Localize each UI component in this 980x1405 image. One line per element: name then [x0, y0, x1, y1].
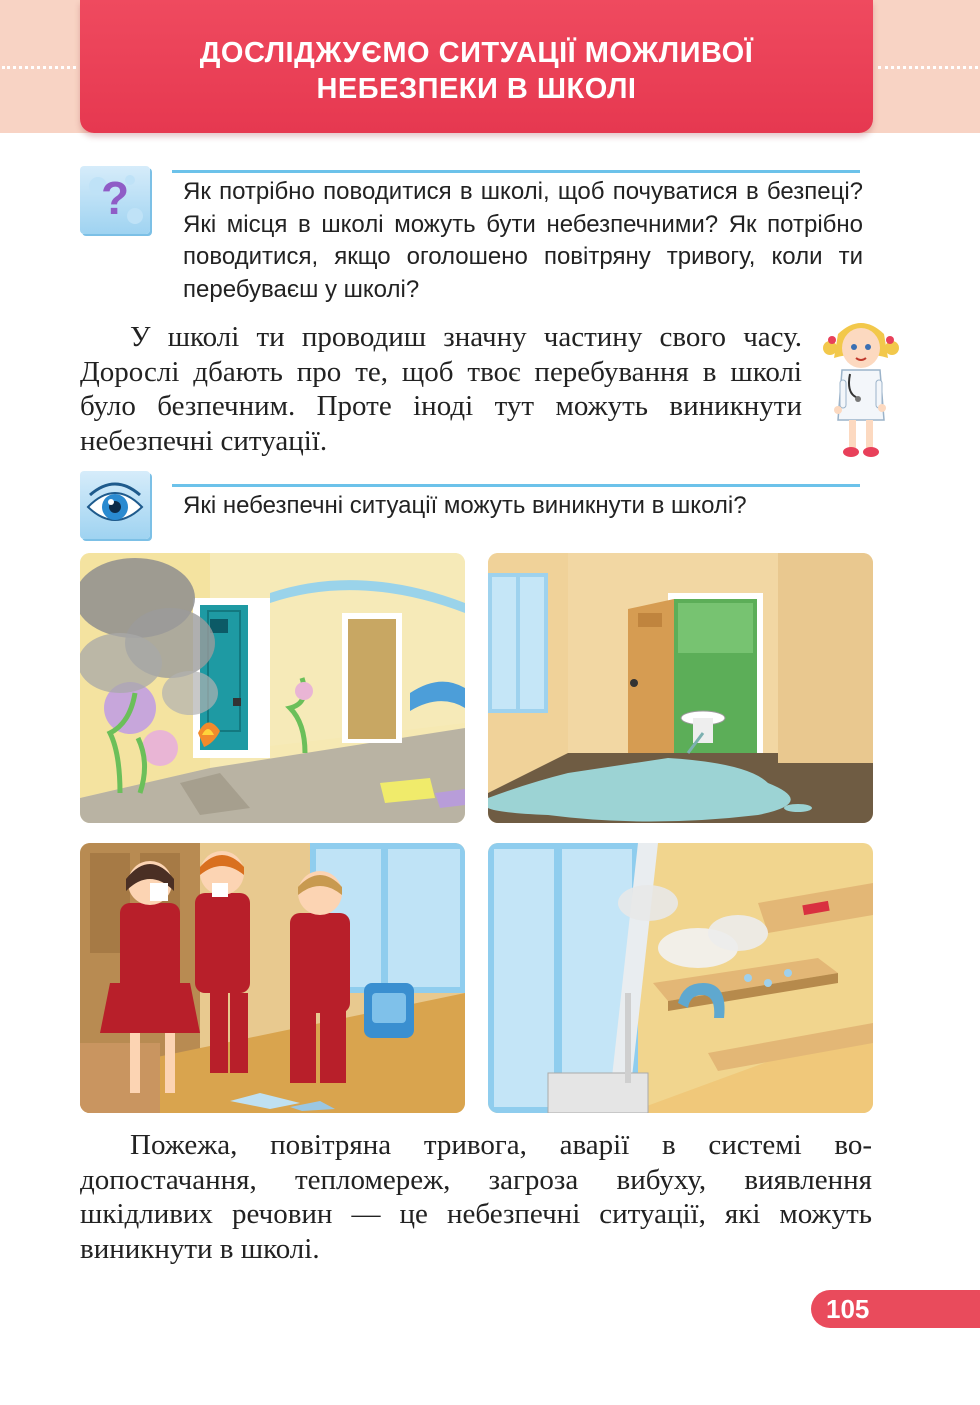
intro-paragraph: У школі ти проводиш значну частину свого часу. Дорослі дбають про те, щоб твоє перебування в школі було безпечним. Проте іноді тут можуть виникнути небезпечні ситуації. [80, 321, 802, 457]
eye-icon [80, 471, 150, 539]
girl-doctor-illustration [822, 314, 900, 460]
header-dots-right [878, 66, 978, 73]
illustration-heating-burst [488, 843, 873, 1113]
summary-paragraph: Пожежа, повітряна тривога, аварії в системі водопостачання, тепломереж, загроза вибуху, виявлення шкідливих речовин — це небезпечні ситуації, які можуть виникнути в школі. [80, 1129, 872, 1265]
header-dots-left [2, 66, 76, 73]
page-title [80, 0, 873, 133]
question-rule [172, 170, 860, 173]
title-line-2: НЕБЕЗПЕКИ В ШКОЛІ [316, 72, 637, 105]
task-rule [172, 484, 860, 487]
illustration-corridor-fire [80, 553, 465, 823]
svg-text:?: ? [100, 172, 130, 224]
task-text: Які небезпечні ситуації можуть виникнути в школі? [183, 492, 747, 519]
title-line-1: ДОСЛІДЖУЄМО СИТУАЦІЇ МОЖЛИВОЇ [199, 36, 754, 69]
illustration-water-leak [488, 553, 873, 823]
question-text: Як потрібно поводитися в школі, щоб почуватися в безпеці? Які місця в школі можуть бути небезпечними? Як потрібно поводитися, якщо оголошено повітряну тривогу, коли ти перебуваєш у школі? [183, 178, 863, 303]
illustration-harmful-substances [80, 843, 465, 1113]
question-mark-icon [80, 166, 150, 234]
page-number: 105 [811, 1290, 980, 1328]
